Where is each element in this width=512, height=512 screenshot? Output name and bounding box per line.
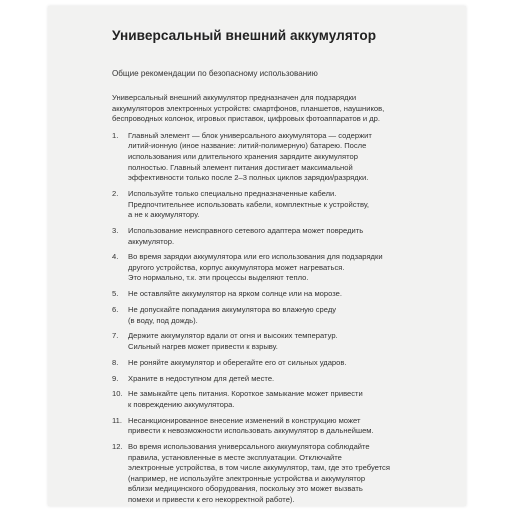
list-item-text — [128, 389, 492, 410]
list-item-number: 12. — [112, 442, 123, 452]
document-title: Универсальный внешний аккумулятор — [112, 28, 377, 43]
list-item-line: Использование неисправного сетевого адаптера может повредить — [128, 225, 364, 235]
list-item — [112, 389, 492, 410]
list-item-text — [128, 252, 492, 284]
list-item-number: 7. — [112, 331, 119, 341]
list-item-line: аккумулятор. — [128, 236, 175, 246]
list-item-line: Не оставляйте аккумулятор на ярком солнце или на морозе. — [128, 289, 342, 299]
list-item-line: а не к аккумулятору. — [128, 210, 200, 220]
list-item-number: 5. — [112, 289, 119, 299]
list-item — [112, 252, 492, 284]
list-item — [112, 331, 492, 352]
intro-line: Универсальный внешний аккумулятор предназначен для подзарядки — [112, 93, 357, 102]
document-content — [112, 28, 492, 511]
list-item-line: Используйте только специально предназначенные кабели. — [128, 188, 337, 198]
list-item-text — [128, 131, 492, 184]
intro-line: аккумуляторов электронных устройств: смартфонов, планшетов, наушников, — [112, 103, 385, 113]
list-item-line: Храните в недоступном для детей месте. — [128, 373, 275, 383]
list-item-number: 4. — [112, 252, 119, 262]
list-item-line: электронные устройства, в том числе аккумулятор, там, где это требуется — [128, 463, 390, 473]
list-item-line: литий-ионную (иное название: литий-полимерную) батарею. После — [128, 141, 367, 151]
list-item-line: другого устройства, корпус аккумулятора может нагреваться. — [128, 262, 345, 272]
list-item-line: вблизи медицинского оборудования, поскольку это может вызвать — [128, 484, 363, 494]
list-item-number: 6. — [112, 305, 119, 315]
intro-line: беспроводных колонок, игровых приставок, цифровых фотоаппаратов и др. — [112, 114, 380, 124]
list-item-text — [128, 374, 492, 385]
list-item — [112, 131, 492, 184]
list-item-line: полностью. Главный элемент питания достигает максимальной — [128, 162, 353, 172]
list-item — [112, 358, 492, 369]
list-item-line: Во время использования универсального аккумулятора соблюдайте — [128, 442, 370, 452]
list-item — [112, 189, 492, 221]
list-item-line: Во время зарядки аккумулятора или его использования для подзарядки — [128, 252, 383, 262]
list-item-line: эффективности только после 2–3 полных циклов зарядки/разрядки. — [128, 173, 369, 183]
list-item-text — [128, 442, 492, 506]
list-item-number: 2. — [112, 188, 119, 198]
list-item-text — [128, 358, 492, 369]
list-item-text — [128, 189, 492, 221]
intro-paragraph — [112, 93, 492, 125]
list-item-line: Предпочтительнее использовать кабели, комплектные к устройству, — [128, 199, 369, 209]
list-item-line: правила, установленные в месте эксплуатации. Отключайте — [128, 452, 342, 462]
list-item-line: Держите аккумулятор вдали от огня и высоких температур. — [128, 331, 338, 341]
list-item-text — [128, 226, 492, 247]
document-page — [48, 6, 466, 506]
list-item-line: помехи и привести к его некорректной работе). — [128, 495, 295, 505]
list-item-number: 11. — [112, 415, 122, 425]
list-item-line: Несанкционированное внесение изменений в конструкцию может — [128, 415, 361, 425]
list-item-line: Сильный нагрев может привести к взрыву. — [128, 342, 278, 351]
section-subtitle: Общие рекомендации по безопасному использованию — [112, 69, 318, 78]
list-item — [112, 305, 492, 326]
list-item-number: 8. — [112, 357, 119, 367]
list-item-line: Это нормально, т.к. эти процессы выделяют тепло. — [128, 273, 309, 283]
recommendations-list — [112, 131, 492, 506]
list-item-text — [128, 289, 492, 300]
list-item — [112, 442, 492, 506]
list-item-line: Главный элемент — блок универсального аккумулятора — содержит — [128, 130, 372, 140]
list-item-line: привести к невозможности использовать аккумулятор в дальнейшем. — [128, 426, 374, 436]
list-item-text — [128, 331, 492, 352]
list-item-line: Не замыкайте цепь питания. Короткое замыкание может привести — [128, 389, 363, 399]
list-item-line: к повреждению аккумулятора. — [128, 399, 235, 409]
list-item — [112, 289, 492, 300]
list-item — [112, 226, 492, 247]
list-item-line: (в воду, под дождь). — [128, 315, 198, 325]
list-item-text — [128, 305, 492, 326]
list-item-line: (например, не используйте электронные устройства и аккумулятор — [128, 473, 366, 483]
list-item-number: 9. — [112, 373, 119, 383]
list-item-number: 3. — [112, 225, 119, 235]
list-item-line: Не роняйте аккумулятор и оберегайте его от сильных ударов. — [128, 357, 347, 367]
list-item — [112, 416, 492, 437]
list-item-line: использования или длительного хранения зарядите аккумулятор — [128, 151, 358, 161]
list-item-text — [128, 416, 492, 437]
list-item-number: 1. — [112, 130, 119, 140]
list-item-number: 10. — [112, 389, 123, 399]
list-item — [112, 374, 492, 385]
list-item-line: Не допускайте попадания аккумулятора во влажную среду — [128, 305, 337, 315]
